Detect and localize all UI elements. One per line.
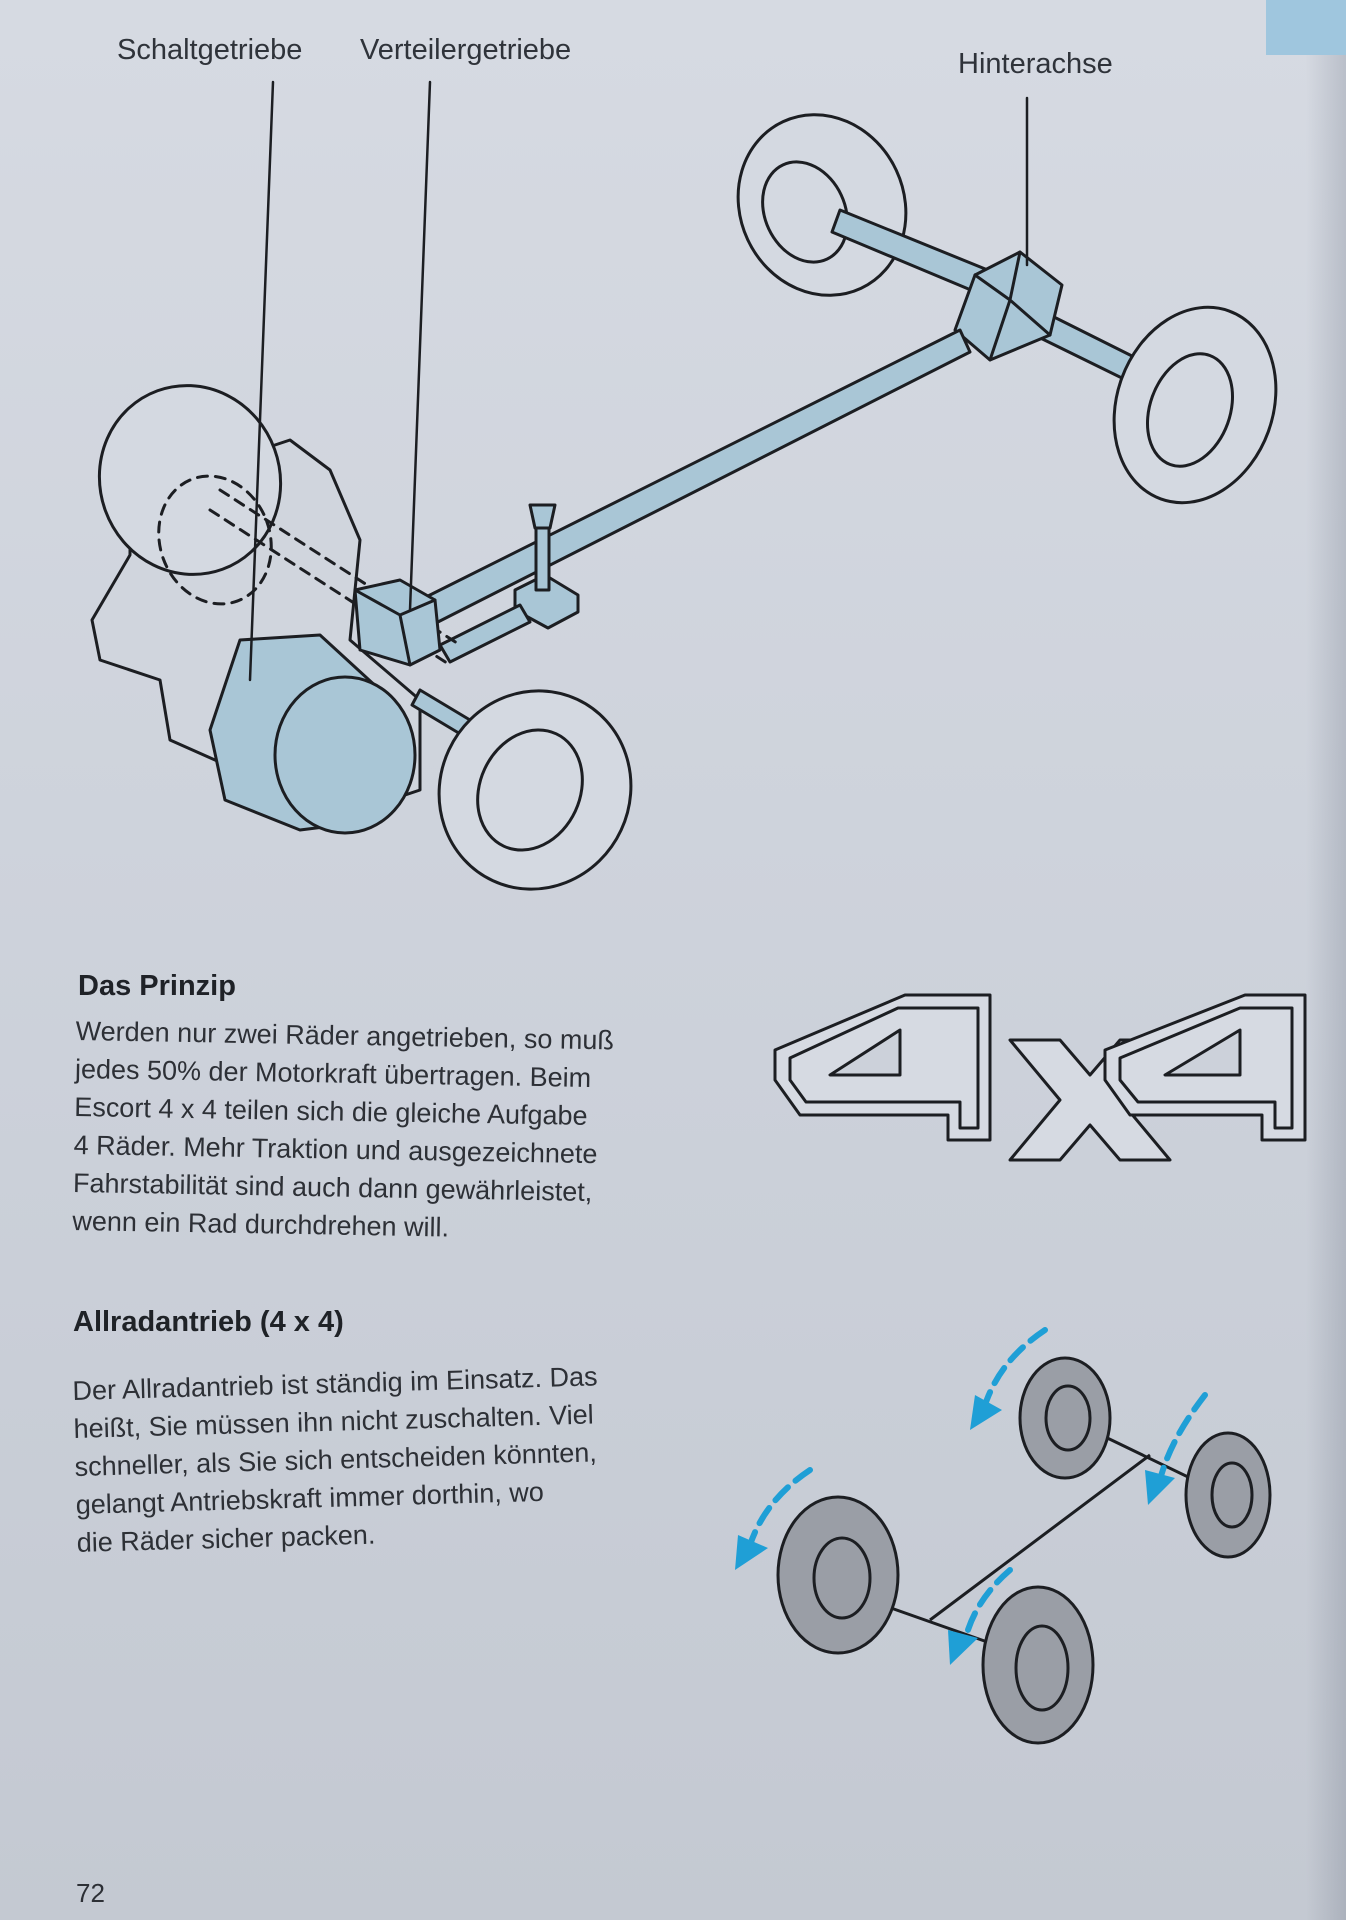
transmission xyxy=(210,635,415,833)
awd-wheel-rear-right xyxy=(1186,1433,1270,1557)
heading-allradantrieb: Allradantrieb (4 x 4) xyxy=(73,1306,344,1338)
awd-wheel-diagram xyxy=(778,1358,1270,1743)
propeller-shaft xyxy=(420,330,970,625)
rear-left-wheel xyxy=(709,87,935,323)
four-by-four-logo xyxy=(775,995,1305,1160)
paragraph-das-prinzip: Werden nur zwei Räder angetrieben, so muß jedes 50% der Motorkraft übertragen. Beim Escort 4 x 4 teilen sich die gleiche Aufgabe 4 Räder. Mehr Traktion und ausgezeichnete Fahrstabilität sind auch dann gewährleistet, wenn ein Rad durchdrehen will. xyxy=(72,1015,615,1243)
page-number: 72 xyxy=(76,1878,105,1908)
paragraph-allradantrieb: Der Allradantrieb ist ständig im Einsatz. Das heißt, Sie müssen ihn nicht zuschalten. Viel schneller, als Sie sich entscheiden könnten, gelangt Antriebskraft immer dorthin, wo die Räder sicher packen. xyxy=(72,1361,598,1558)
awd-wheel-rear-left xyxy=(1020,1358,1110,1478)
awd-wheel-front-left xyxy=(778,1497,898,1653)
callout-label-hinterachse: Hinterachse xyxy=(958,48,1113,80)
drivetrain-illustration xyxy=(73,82,1303,921)
callout-line-verteilergetriebe xyxy=(410,82,430,610)
front-right-wheel xyxy=(407,659,664,921)
transfer-box xyxy=(355,580,440,665)
rear-right-wheel xyxy=(1088,284,1303,525)
callout-label-verteilergetriebe: Verteilergetriebe xyxy=(360,34,572,66)
heading-das-prinzip: Das Prinzip xyxy=(78,970,236,1002)
callout-label-schaltgetriebe: Schaltgetriebe xyxy=(117,34,303,66)
awd-wheel-front-right xyxy=(983,1587,1093,1743)
